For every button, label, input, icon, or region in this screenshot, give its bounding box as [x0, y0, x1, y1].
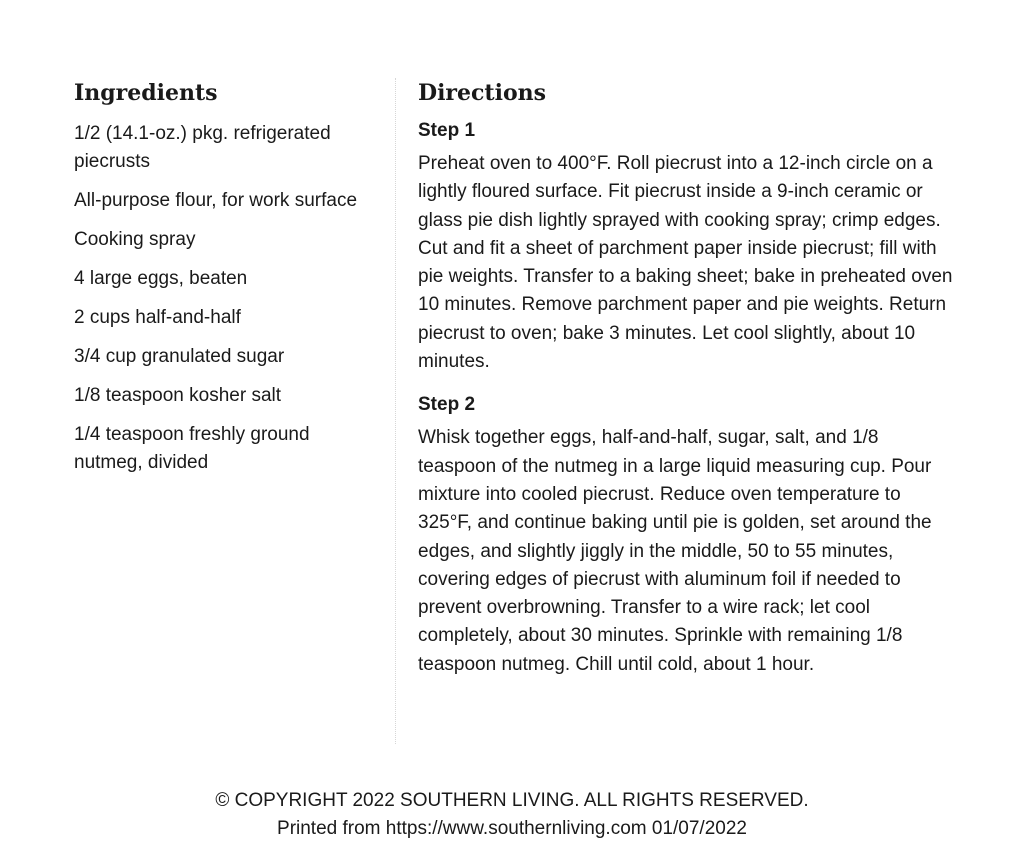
ingredient-item: 4 large eggs, beaten	[74, 268, 248, 289]
printed-from-text: Printed from https://www.southernliving.com 01/07/2022	[277, 818, 747, 839]
ingredient-item: 1/2 (14.1-oz.) pkg. refrigerated piecrusts	[74, 123, 331, 172]
column-divider	[395, 78, 396, 744]
step-text: Whisk together eggs, half-and-half, sugar, salt, and 1/8 teaspoon of the nutmeg in a large liquid measuring cup. Pour mixture into cooled piecrust. Reduce oven temperature to 325°F, and continue baking until pie is golden, set around the edges, and slightly jiggly in the middle, 50 to 55 minutes, covering edges of piecrust with aluminum foil if needed to prevent overbrowning. Transfer to a wire rack; let cool completely, about 30 minutes. Sprinkle with remaining 1/8 teaspoon nutmeg. Chill until cold, about 1 hour.	[418, 427, 932, 675]
ingredients-section	[74, 78, 374, 488]
page-footer	[0, 787, 1024, 843]
step-title: Step 1	[418, 120, 476, 141]
copyright-text: © COPYRIGHT 2022 SOUTHERN LIVING. ALL RIGHTS RESERVED.	[215, 790, 809, 811]
ingredients-heading: Ingredients	[74, 80, 218, 106]
ingredient-item: 1/4 teaspoon freshly ground nutmeg, divided	[74, 424, 310, 473]
directions-section	[418, 78, 958, 679]
ingredient-item: 2 cups half-and-half	[74, 307, 241, 328]
ingredient-item: All-purpose flour, for work surface	[74, 190, 358, 211]
ingredient-item: Cooking spray	[74, 229, 196, 250]
ingredients-list	[74, 120, 374, 477]
ingredient-item: 3/4 cup granulated sugar	[74, 346, 285, 367]
step-2	[418, 392, 958, 679]
step-text: Preheat oven to 400°F. Roll piecrust into a 12-inch circle on a lightly floured surface. Fit piecrust inside a 9-inch ceramic or glass pie dish lightly sprayed with cooking spray; crimp edges. Cut and fit a sheet of parchment paper inside piecrust; fill with pie weights. Transfer to a baking sheet; bake in preheated oven 10 minutes. Remove parchment paper and pie weights. Return piecrust to oven; bake 3 minutes. Let cool slightly, about 10 minutes.	[418, 153, 953, 373]
ingredient-item: 1/8 teaspoon kosher salt	[74, 385, 282, 406]
step-1	[418, 118, 958, 376]
step-title: Step 2	[418, 394, 476, 416]
directions-heading: Directions	[418, 80, 546, 106]
